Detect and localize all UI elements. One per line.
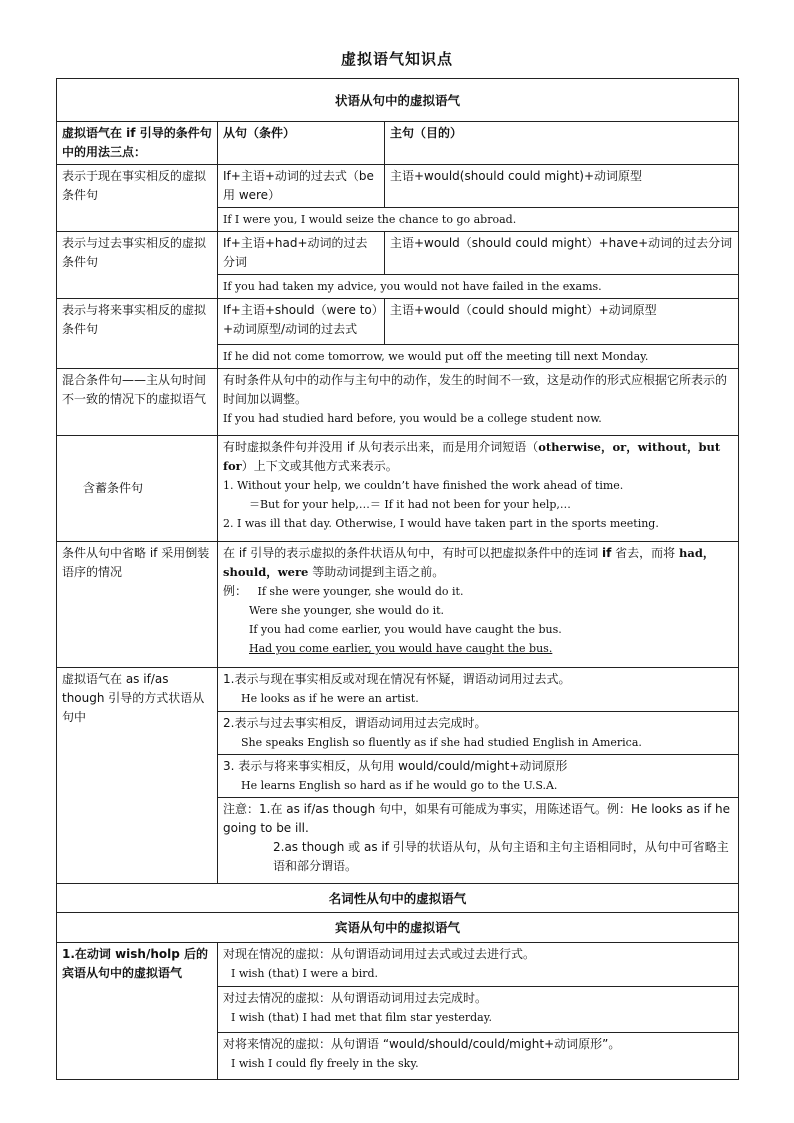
example-future: If he did not come tomorrow, we would put off the meeting till next Monday. <box>218 345 739 369</box>
implied-text-c: ）上下文或其他方式来表示。 <box>241 459 398 473</box>
implied-ex2: 2. I was ill that day. Otherwise, I would have taken part in the sports meeting. <box>223 517 659 530</box>
inversion-ex1: If she were younger, she would do it. <box>257 585 464 598</box>
asif-p3: 3. 表示与将来事实相反，从句用 would/could/might+动词原形 <box>223 759 568 773</box>
cell-wish-b <box>218 987 739 1033</box>
header-usage: 虚拟语气在 if 引导的条件句中的用法三点： <box>57 122 218 165</box>
cell-wish-a <box>218 943 739 987</box>
row-label-inversion: 条件从句中省略 if 采用倒装语序的情况 <box>57 542 218 668</box>
cell-asif-note <box>218 798 739 884</box>
header-main: 主句（目的） <box>385 122 739 165</box>
row-label-implied: 含蓄条件句 <box>57 436 218 542</box>
implied-text-bold: otherwise，or，without，but for <box>223 440 721 473</box>
header-clause: 从句（条件） <box>218 122 385 165</box>
inversion-ex2: Were she younger, she would do it. <box>249 604 445 617</box>
inversion-text <box>223 544 733 582</box>
asif-p1: 1.表示与现在事实相反或对现在情况有怀疑，谓语动词用过去式。 <box>223 672 571 686</box>
asif-p2: 2.表示与过去事实相反，谓语动词用过去完成时。 <box>223 716 487 730</box>
main-present: 主语+would(should could might)+动词原型 <box>385 165 739 208</box>
asif-note2: 2.as though 或 as if 引导的状语从句，从句主语和主句主语相同时，从句中可省略主语和部分谓语。 <box>273 840 729 873</box>
cell-asif-3 <box>218 755 739 798</box>
inversion-text-b: 省去，而将 <box>611 546 679 560</box>
asif-p1-example: He looks as if he were an artist. <box>241 692 419 705</box>
implied-ex1: 1. Without your help, we couldn’t have finished the work ahead of time. <box>223 479 624 492</box>
section-adverbial: 状语从句中的虚拟语气 <box>57 79 739 122</box>
section-nominal: 名词性从句中的虚拟语气 <box>57 884 739 913</box>
wish-b-example: I wish (that) I had met that film star yesterday. <box>231 1011 492 1024</box>
asif-note1: 注意：1.在 as if/as though 句中，如果有可能成为事实，用陈述语气。例：He looks as if he going to be ill. <box>223 802 731 835</box>
row-label-future: 表示与将来事实相反的虚拟条件句 <box>57 299 218 369</box>
wish-c-example: I wish I could fly freely in the sky. <box>231 1057 419 1070</box>
cell-implied <box>218 436 739 542</box>
wish-c: 对将来情况的虚拟：从句谓语 “would/should/could/might+动词原形”。 <box>223 1037 621 1051</box>
clause-past: If+主语+had+动词的过去分词 <box>218 232 385 275</box>
inversion-bold: had，should，were <box>223 546 715 579</box>
section-object: 宾语从句中的虚拟语气 <box>57 913 739 943</box>
implied-text <box>223 438 733 476</box>
cell-wish-c <box>218 1033 739 1080</box>
row-label-present: 表示于现在事实相反的虚拟条件句 <box>57 165 218 232</box>
cell-inversion <box>218 542 739 668</box>
inversion-ex-label: 例： <box>223 584 248 598</box>
example-present: If I were you, I would seize the chance to go abroad. <box>218 208 739 232</box>
clause-present: If+主语+动词的过去式（be 用 were） <box>218 165 385 208</box>
row-label-asif: 虚拟语气在 as if/as though 引导的方式状语从句中 <box>57 668 218 884</box>
grammar-table <box>56 78 739 1080</box>
row-label-wish: 1.在动词 wish/holp 后的宾语从句中的虚拟语气 <box>57 943 218 1080</box>
wish-b: 对过去情况的虚拟：从句谓语动词用过去完成时。 <box>223 991 488 1005</box>
example-past: If you had taken my advice, you would not have failed in the exams. <box>218 275 739 299</box>
wish-a: 对现在情况的虚拟：从句谓语动词用过去式或过去进行式。 <box>223 947 536 961</box>
cell-asif-2 <box>218 712 739 755</box>
inversion-ex1-line <box>223 582 733 601</box>
row-label-mixed: 混合条件句——主从句时间不一致的情况下的虚拟语气 <box>57 369 218 436</box>
inversion-ex3: If you had come earlier, you would have caught the bus. <box>249 623 562 636</box>
inversion-if: if <box>602 546 612 560</box>
implied-text-a: 有时虚拟条件句并没用 if 从句表示出来，而是用介词短语（ <box>223 440 539 454</box>
main-past: 主语+would（should could might）+have+动词的过去分词 <box>385 232 739 275</box>
cell-asif-1 <box>218 668 739 712</box>
page-title: 虚拟语气知识点 <box>340 50 453 68</box>
asif-p3-example: He learns English so hard as if he would go to the U.S.A. <box>241 779 558 792</box>
inversion-text-c: 等助动词提到主语之前。 <box>308 565 445 579</box>
asif-p2-example: She speaks English so fluently as if she had studied English in America. <box>241 736 642 749</box>
cell-mixed <box>218 369 739 436</box>
inversion-text-a: 在 if 引导的表示虚拟的条件状语从句中，有时可以把虚拟条件中的连词 <box>223 546 603 560</box>
wish-a-example: I wish (that) I were a bird. <box>231 967 379 980</box>
implied-ex1b: ＝But for your help,…＝ If it had not been for your help,… <box>249 498 571 511</box>
inversion-ex4: Had you come earlier, you would have caught the bus. <box>249 642 553 655</box>
row-label-past: 表示与过去事实相反的虚拟条件句 <box>57 232 218 299</box>
mixed-text: 有时条件从句中的动作与主句中的动作，发生的时间不一致，这是动作的形式应根据它所表示的时间加以调整。 <box>223 373 728 406</box>
main-future: 主语+would（could should might）+动词原型 <box>385 299 739 345</box>
clause-future: If+主语+should（were to）+动词原型/动词的过去式 <box>218 299 385 345</box>
mixed-example: If you had studied hard before, you would be a college student now. <box>223 412 602 425</box>
